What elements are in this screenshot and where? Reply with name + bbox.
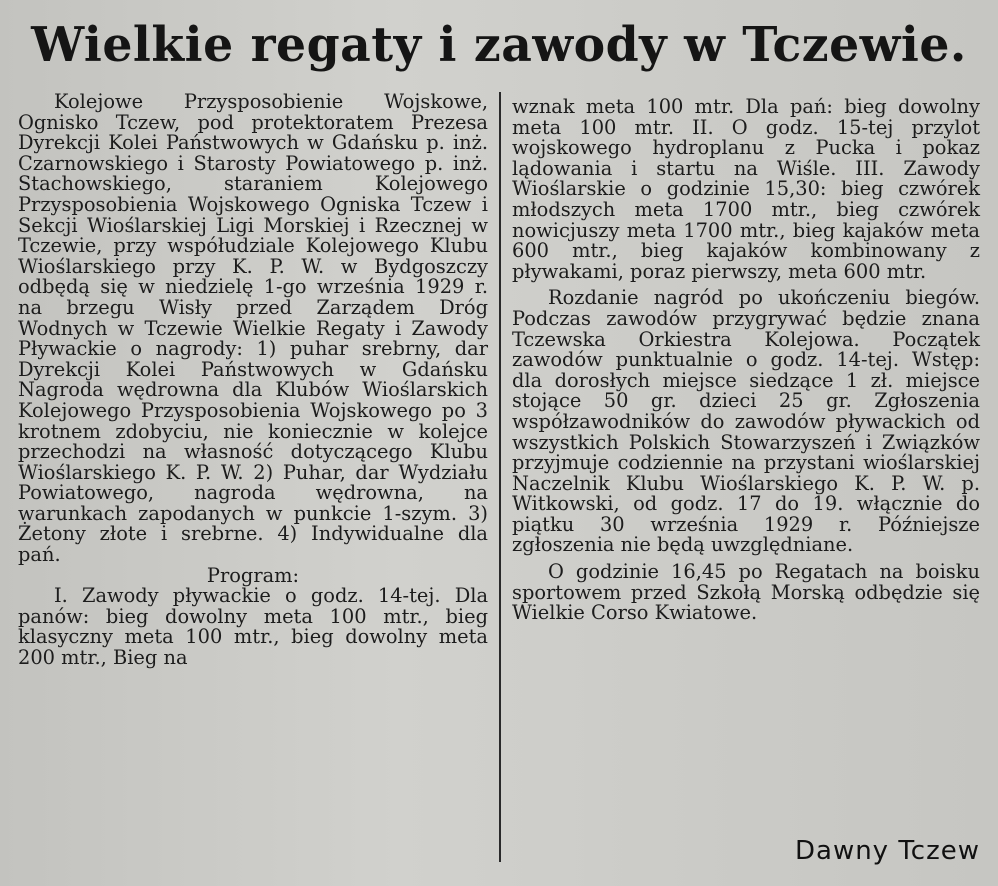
program-heading: Program: [206, 563, 300, 587]
article-paragraph: O godzinie 16,45 po Regatach na boisku sportowem przed Szkołą Morską odbędzie się Wielkie Corso Kwiatowe. [512, 560, 980, 625]
column-divider [499, 92, 501, 862]
article-paragraph: Kolejowe Przysposobienie Wojskowe, Ognisko Tczew, pod protektoratem Prezesa Dyrekcji Kolei Państwowych w Gdańsku p. inż. Czarnowskiego i Starosty Powiatowego p. inż. Stachowskiego, staraniem Kolejowego Przysposobienia Wojskowego Ogniska Tczew i Sekcji Wioślarskiej Ligi Morskiej i Rzecznej w Tczewie, przy współudziale Kolejowego Klubu Wioślarskiego przy K. P. W. w Bydgoszczy odbędą się w niedzielę 1-go września 1929 r. na brzegu Wisły przed Zarządem Dróg Wodnych w Tczewie Wielkie Regaty i Zawody Pływackie o nagrody: 1) puhar srebrny, dar Dyrekcji Kolei Państwowych w Gdańsku Nagroda wędrowna dla Klubów Wioślarskich Kolejowego Przysposobienia Wojskowego po 3 krotnem zdobyciu, nie koniecznie w kolejce przechodzi na własność dotyczącego Klubu Wioślarskiego K. P. W. 2) Puhar, dar Wydziału Powiatowego, nagroda wędrowna, na warunkach zapodanych w punkcie 1-szym. 3) Żetony złote i srebrne. 4) Indywidualne dla pań. [18, 90, 488, 567]
article-column-right [512, 97, 980, 624]
article-paragraph: I. Zawody pływackie o godz. 14-tej. Dla panów: bieg dowolny meta 100 mtr., bieg klasyczny meta 100 mtr., bieg dowolny meta 200 mtr., Bieg na [18, 584, 488, 670]
article-paragraph: Rozdanie nagród po ukończeniu biegów. Podczas zawodów przygrywać będzie znana Tczewska Orkiestra Kolejowa. Początek zawodów punktualnie o godz. 14-tej. Wstęp: dla dorosłych miejsce siedzące 1 zł. miejsce stojące 50 gr. dzieci 25 gr. Zgłoszenia współzawodników do zawodów pływackich od wszystkich Polskich Stowarzyszeń i Związków przyjmuje codziennie na przystani wioślarskiej Naczelnik Klubu Wioślarskiego K. P. W. p. Witkowski, od godz. 17 do 19. włącznie do piątku 30 września 1929 r. Późniejsze zgłoszenia nie będą uwzględniane. [512, 286, 980, 557]
article-paragraph: wznak meta 100 mtr. Dla pań: bieg dowolny meta 100 mtr. II. O godz. 15-tej przylot wojskowego hydroplanu z Pucka i pokaz lądowania i startu na Wiśle. III. Zawody Wioślarskie o godzinie 15,30: bieg czwórek młodszych meta 1700 mtr., bieg czwórek nowicjuszy meta 1700 mtr., bieg kajaków meta 600 mtr., bieg kajaków kombinowany z pływakami, poraz pierwszy, meta 600 mtr. [512, 95, 980, 283]
article-headline: Wielkie regaty i zawody w Tczewie. [31, 17, 967, 73]
article-column-left [18, 92, 488, 669]
watermark: Dawny Tczew [794, 836, 980, 866]
